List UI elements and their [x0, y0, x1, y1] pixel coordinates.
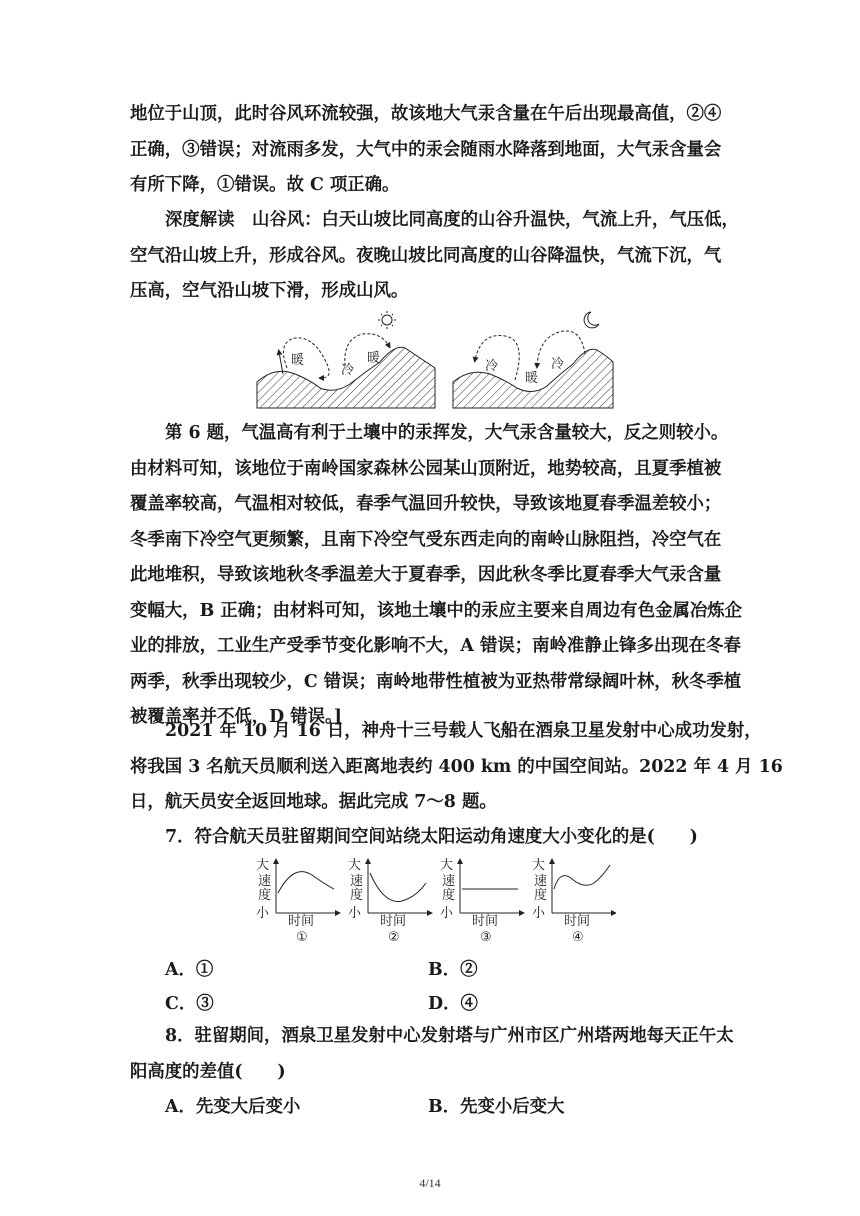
text-line: 空气沿山坡上升，形成谷风。夜晚山坡比同高度的山谷降温快，气流下沉，气 [130, 245, 722, 266]
mountain-valley-wind-diagram [255, 302, 615, 410]
text-line: 将我国 3 名航天员顺利送入距离地表约 400 km 的中国空间站。2022 年 4 月 16 [130, 756, 783, 777]
option-a[interactable]: A．先变大后变小 [165, 1097, 301, 1117]
label-warm: 暖 [367, 351, 381, 366]
y-axis-small: 小 [532, 906, 546, 921]
option-a[interactable]: A．① [165, 960, 214, 980]
y-axis-label: 速 [350, 874, 364, 889]
y-axis-big: 大 [532, 858, 546, 873]
graph-number: ④ [572, 930, 584, 945]
page-number: 4/14 [419, 1176, 441, 1190]
y-axis-label: 度 [442, 888, 456, 903]
moon-icon [584, 312, 599, 328]
text-line: 被覆盖率并不低，D 错误。] [130, 707, 342, 727]
question-7 [130, 820, 734, 856]
text-line: 变幅大，B 正确；由材料可知，该地土壤中的汞应主要来自周边有色金属冶炼企 [130, 600, 743, 621]
option-c[interactable]: C．③ [165, 994, 214, 1014]
question-8 [130, 1019, 734, 1090]
text-line: 覆盖率较高，气温相对较低，春季气温回升较快，导致该地夏春季温差较小； [130, 494, 722, 514]
question-8-stem: 阳高度的差值( ) [130, 1061, 286, 1082]
day-valley-wind-panel [257, 311, 435, 408]
sun-icon [378, 311, 396, 329]
graph-curve [278, 872, 334, 893]
y-axis-big: 大 [256, 858, 270, 873]
label-cold: 冷 [485, 359, 499, 374]
speed-time-graphs [256, 855, 616, 947]
text-line: 地位于山顶，此时谷风环流较强，故该地大气汞含量在午后出现最高值，②④ [130, 104, 722, 124]
graph-3 [440, 857, 524, 945]
option-d[interactable]: D．④ [428, 994, 478, 1014]
y-axis-label: 度 [350, 888, 364, 903]
graph-2 [348, 857, 432, 945]
y-axis-label: 速 [442, 874, 456, 889]
paragraph-answer-continuation [130, 97, 734, 204]
y-axis-big: 大 [440, 858, 454, 873]
question-8-stem: 8．驻留期间，酒泉卫星发射中心发射塔与广州市区广州塔两地每天正午太 [165, 1026, 734, 1046]
label-warm: 暖 [291, 353, 305, 368]
option-b[interactable]: B．② [428, 960, 478, 980]
x-axis-label: 时间 [288, 914, 315, 929]
y-axis-small: 小 [348, 906, 362, 921]
graph-curve [554, 865, 610, 889]
text-line: 第 6 题，气温高有利于土壤中的汞挥发，大气汞含量较大，反之则较小。 [165, 423, 729, 443]
text-line: 由材料可知，该地位于南岭国家森林公园某山顶附近，地势较高，且夏季植被 [130, 458, 722, 479]
text-line: 2021 年 10 月 16 日，神舟十三号载人飞船在酒泉卫星发射中心成功发射， [165, 721, 762, 741]
y-axis-small: 小 [256, 906, 270, 921]
y-axis-label: 速 [258, 874, 272, 889]
text-line: 业的排放，工业生产受季节变化影响不大，A 错误；南岭准静止锋多出现在冬春 [130, 636, 741, 656]
x-axis-label: 时间 [564, 914, 591, 929]
graph-number: ② [388, 930, 400, 945]
y-axis-label: 速 [534, 874, 548, 889]
text-line: 有所下降，①错误。故 C 项正确。 [130, 175, 400, 195]
graph-number: ③ [480, 930, 492, 945]
y-axis-small: 小 [440, 906, 454, 921]
night-mountain-wind-panel [453, 312, 613, 408]
y-axis-label: 度 [534, 888, 548, 903]
y-axis-label: 度 [258, 888, 272, 903]
paragraph-shenzhou-material [130, 714, 783, 821]
text-line: 深度解读 山谷风：白天山坡比同高度的山谷升温快，气流上升，气压低， [165, 210, 739, 230]
x-axis-label: 时间 [472, 914, 499, 929]
question-7-stem: 7．符合航天员驻留期间空间站绕太阳运动角速度大小变化的是( ) [165, 827, 698, 847]
graph-1 [256, 857, 340, 945]
y-axis-big: 大 [348, 858, 362, 873]
text-line: 日，航天员安全返回地球。据此完成 7～8 题。 [130, 792, 497, 812]
x-axis-label: 时间 [380, 914, 407, 929]
text-line: 冬季南下冷空气更频繁，且南下冷空气受东西走向的南岭山脉阻挡，冷空气在 [130, 529, 722, 550]
text-line: 压高，空气沿山坡下滑，形成山风。 [130, 281, 409, 301]
text-line: 此地堆积，导致该地秋冬季温差大于夏春季，因此秋冬季比夏春季大气汞含量 [130, 565, 722, 585]
text-line: 正确，③错误；对流雨多发，大气中的汞会随雨水降落到地面，大气汞含量会 [130, 139, 722, 160]
text-line: 两季，秋季出现较少，C 错误；南岭地带性植被为亚热带常绿阔叶林，秋冬季植 [130, 671, 742, 692]
label-cold: 冷 [551, 357, 565, 372]
option-b[interactable]: B．先变小后变大 [428, 1097, 565, 1117]
graph-curve [370, 873, 426, 901]
paragraph-question-6-explanation [130, 416, 743, 736]
graph-4 [532, 857, 616, 945]
graph-number: ① [296, 930, 308, 945]
label-cold: 冷 [341, 363, 355, 378]
paragraph-deep-reading [130, 203, 739, 310]
label-warm: 暖 [525, 371, 539, 386]
